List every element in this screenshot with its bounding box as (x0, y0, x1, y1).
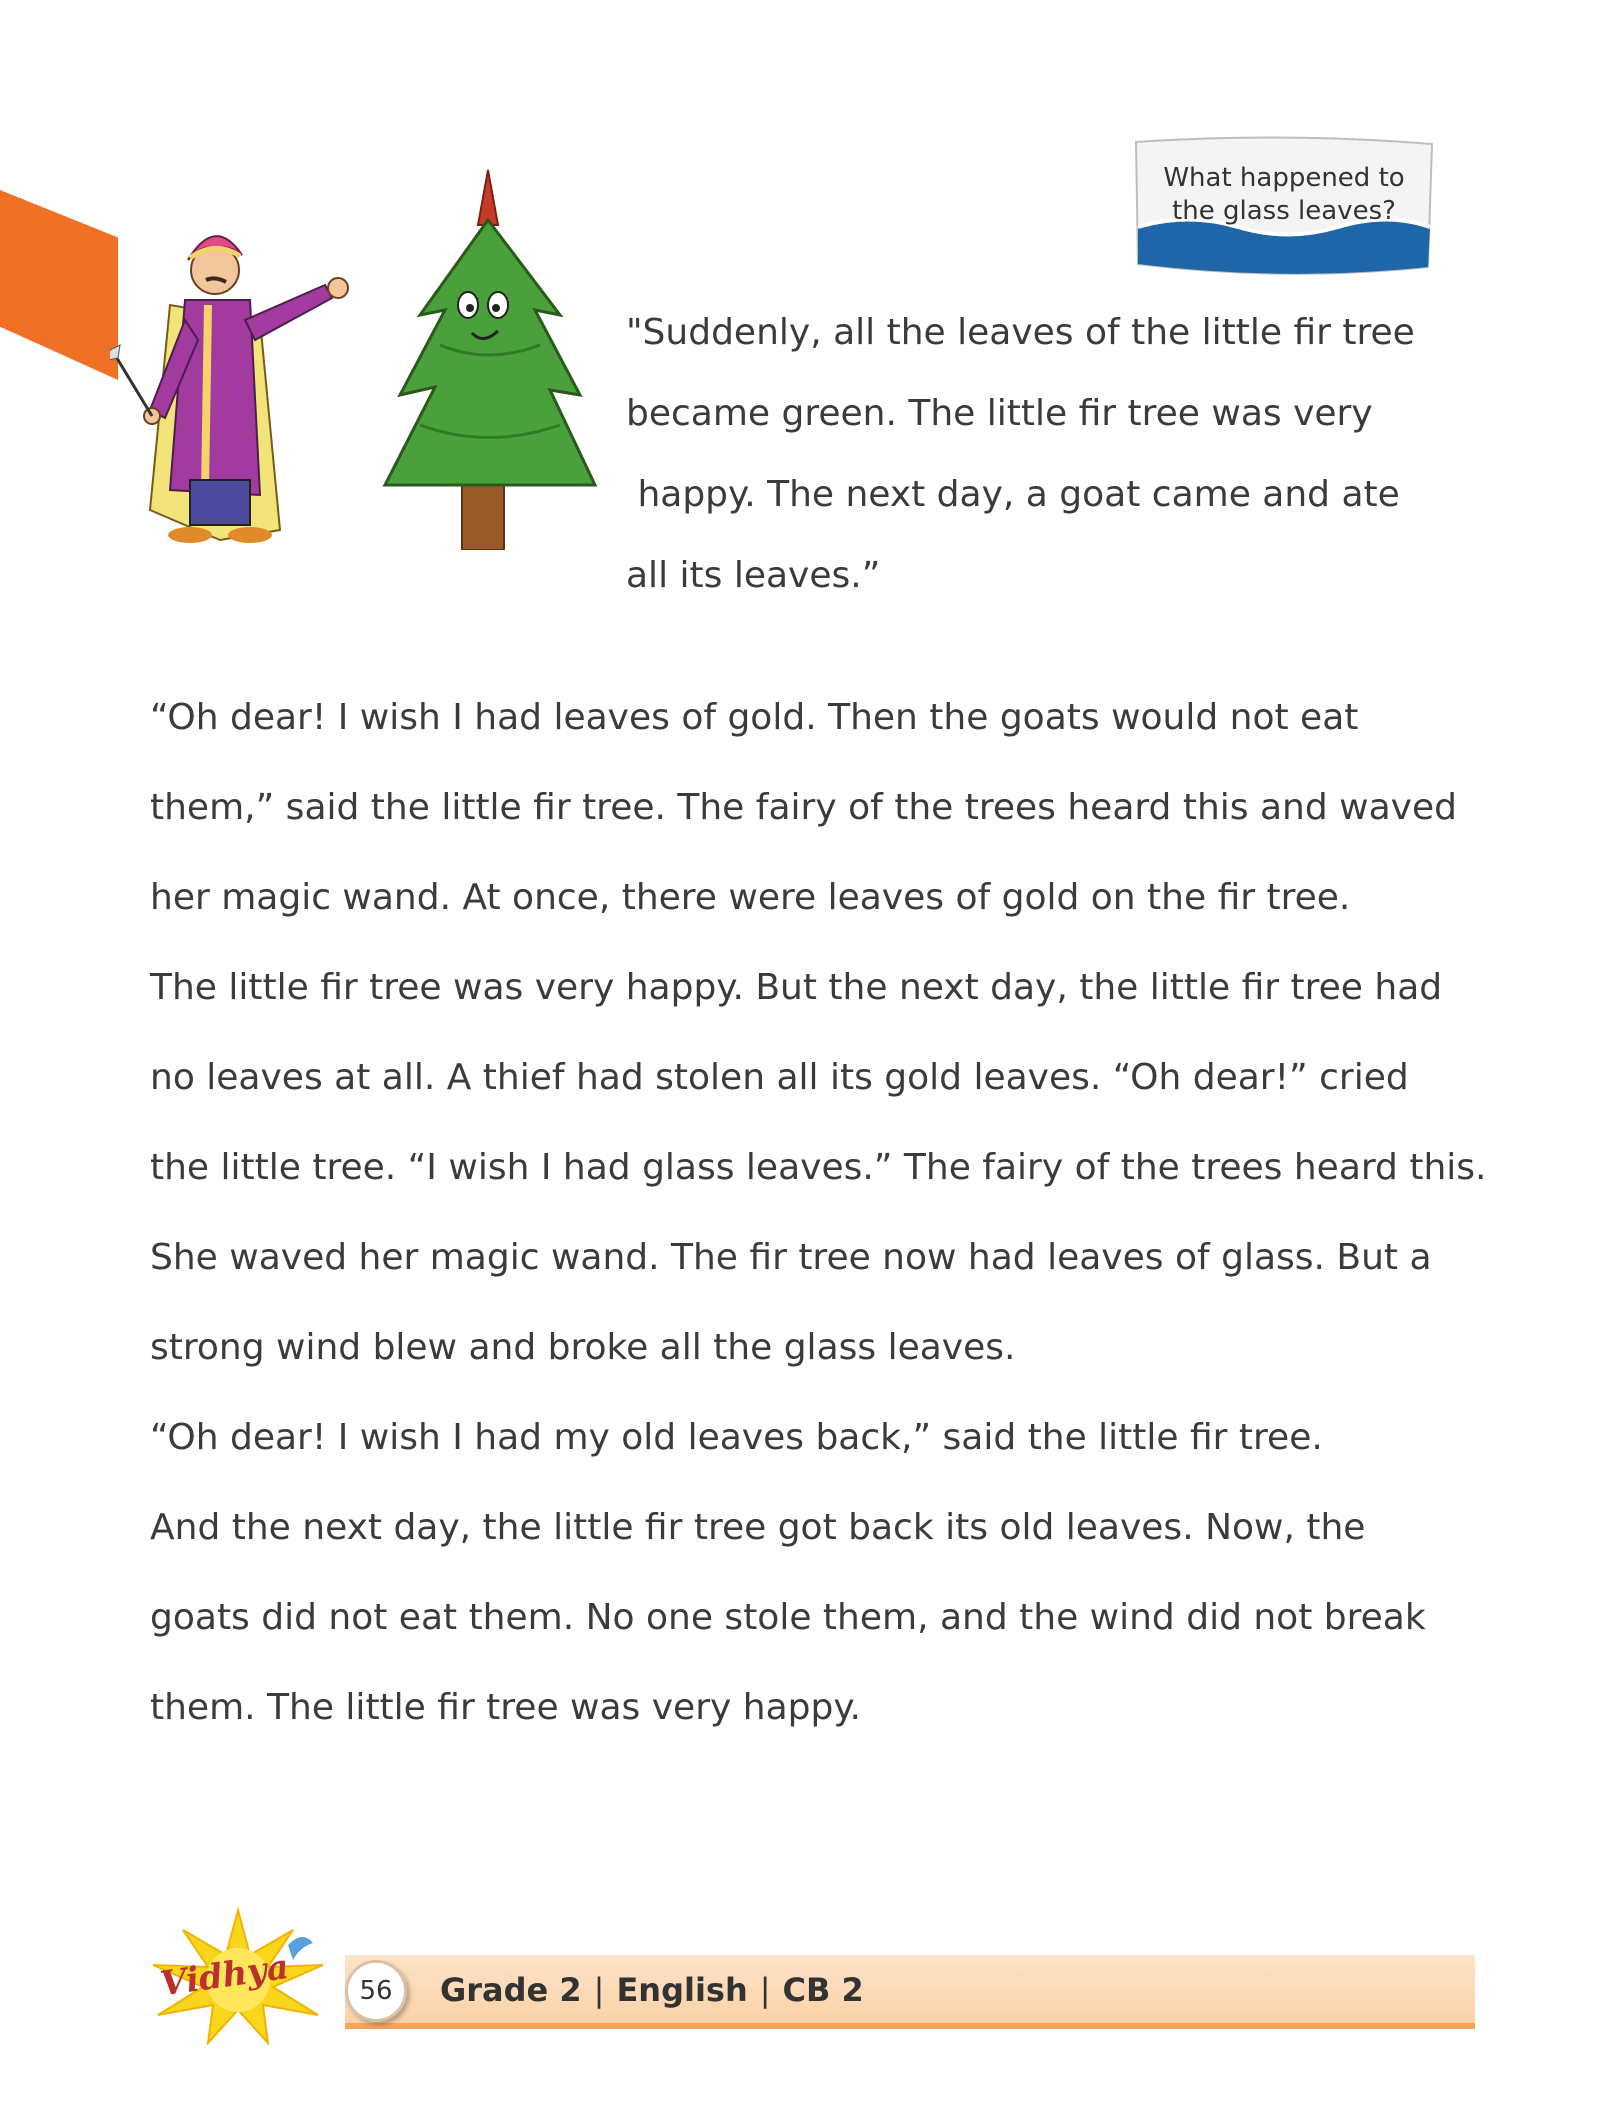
callout-line-1: What happened to (1163, 163, 1405, 193)
story-body (150, 682, 1500, 1762)
text-line: them,” said the little fir tree. The fairy of the trees heard this and waved (150, 787, 1457, 828)
text-line: The little fir tree was very happy. But the next day, the little fir tree had (150, 967, 1443, 1008)
wizard-illustration (110, 210, 380, 550)
footer-separator: | (593, 1971, 605, 2009)
footer-book: CB 2 (782, 1971, 864, 2009)
text-line: “Oh dear! I wish I had leaves of gold. Then the goats would not eat (150, 697, 1359, 738)
text-line: her magic wand. At once, there were leaves of gold on the fir tree. (150, 877, 1351, 918)
text-line: goats did not eat them. No one stole them, and the wind did not break (150, 1597, 1426, 1638)
callout-line-2: the glass leaves? (1172, 196, 1396, 226)
footer-separator: | (759, 1971, 771, 2009)
fir-tree-illustration (380, 165, 620, 550)
text-line: no leaves at all. A thief had stolen all its gold leaves. “Oh dear!” cried (150, 1057, 1409, 1098)
text-line: She waved her magic wand. The fir tree now had leaves of glass. But a (150, 1237, 1432, 1278)
footer-label (440, 1965, 864, 2015)
text-line: the little tree. “I wish I had glass leaves.” The fairy of the trees heard this. (150, 1147, 1487, 1188)
text-line: “Oh dear! I wish I had my old leaves back,” said the little fir tree. (150, 1417, 1323, 1458)
orange-corner-tab (0, 190, 118, 380)
text-line: And the next day, the little fir tree got back its old leaves. Now, the (150, 1507, 1366, 1548)
text-line: them. The little fir tree was very happy. (150, 1687, 861, 1728)
footer-subject: English (616, 1971, 748, 2009)
text-line: strong wind blew and broke all the glass leaves. (150, 1327, 1016, 1368)
text-line: all its leaves.” (626, 555, 881, 596)
page-number: 56 (345, 1960, 407, 2022)
story-paragraph-top (626, 292, 1506, 616)
text-line: "Suddenly, all the leaves of the little fir tree (626, 312, 1415, 353)
footer-grade: Grade 2 (440, 1971, 582, 2009)
text-line: happy. The next day, a goat came and ate (626, 474, 1400, 515)
text-line: became green. The little fir tree was very (626, 393, 1373, 434)
logo-text: Vidhya (157, 1946, 292, 2005)
question-callout (1128, 132, 1440, 282)
